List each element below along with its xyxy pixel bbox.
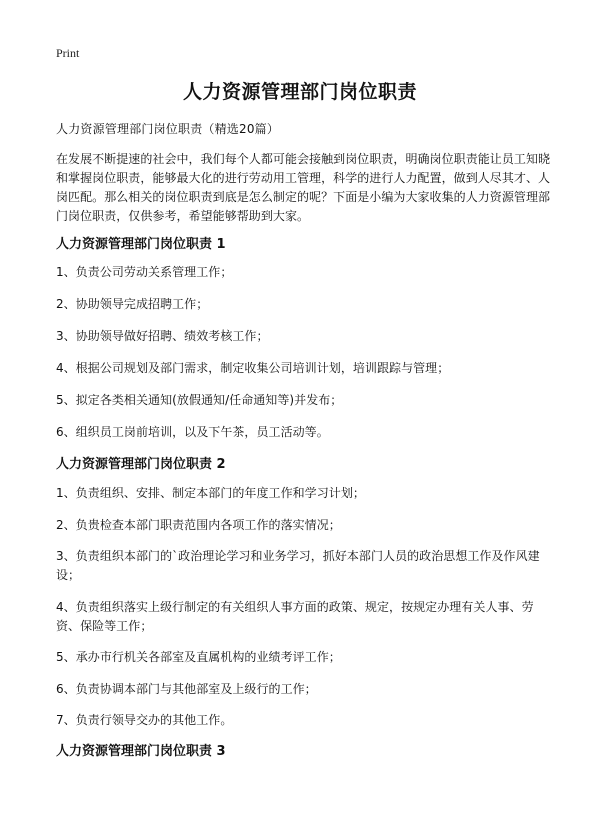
section-2-item-7: 7、负责行领导交办的其他工作。: [56, 713, 233, 727]
document-subtitle: 人力资源管理部门岗位职责（精选20篇）: [56, 122, 280, 136]
section-2-item-3: 3、负责组织本部门的`政治理论学习和业务学习，抓好本部门人员的政治思想工作及作风建设；: [56, 549, 540, 582]
section-2-item-6: 6、负责协调本部门与其他部室及上级行的工作；: [56, 682, 317, 696]
section-heading-1: 人力资源管理部门岗位职责 1: [56, 237, 226, 252]
section-2-item-1: 1、负责组织、安排、制定本部门的年度工作和学习计划；: [56, 486, 365, 500]
section-1-item-2: 2、协助领导完成招聘工作；: [56, 297, 209, 311]
section-2-item-2: 2、负贵检查本部门职责范围内各项工作的落实情况；: [56, 518, 341, 532]
intro-paragraph: 在发展不断提速的社会中，我们每个人都可能会接触到岗位职责，明确岗位职责能让员工知晓和掌握岗位职责，能够最大化的进行劳动用工管理，科学的进行人力配置，做到人尽其才、人岗匹配。那么相关的岗位职责到底是怎么制定的呢？下面是小编为大家收集的人力资源管理部门岗位职责，仅供参考，希望能够帮助到大家。: [56, 152, 551, 223]
section-heading-2: 人力资源管理部门岗位职责 2: [56, 457, 226, 472]
section-1-item-3: 3、协助领导做好招聘、绩效考核工作；: [56, 329, 269, 343]
section-2-item-5: 5、承办市行机关各部室及直属机构的业绩考评工作；: [56, 650, 341, 664]
section-1-item-1: 1、负责公司劳动关系管理工作；: [56, 265, 233, 279]
section-1-item-4: 4、根据公司规划及部门需求，制定收集公司培训计划，培训跟踪与管理；: [56, 361, 450, 375]
section-2-item-4: 4、负责组织落实上级行制定的有关组织人事方面的政策、规定，按规定办理有关人事、劳资、保险等工作；: [56, 600, 534, 633]
section-heading-3: 人力资源管理部门岗位职责 3: [56, 744, 226, 759]
section-1-item-6: 6、组织员工岗前培训，以及下午茶，员工活动等。: [56, 425, 329, 439]
document-title: 人力资源管理部门岗位职责: [182, 81, 417, 103]
print-link[interactable]: Print: [56, 46, 80, 60]
section-1-item-5: 5、拟定各类相关通知(放假通知/任命通知等)并发布；: [56, 393, 343, 407]
